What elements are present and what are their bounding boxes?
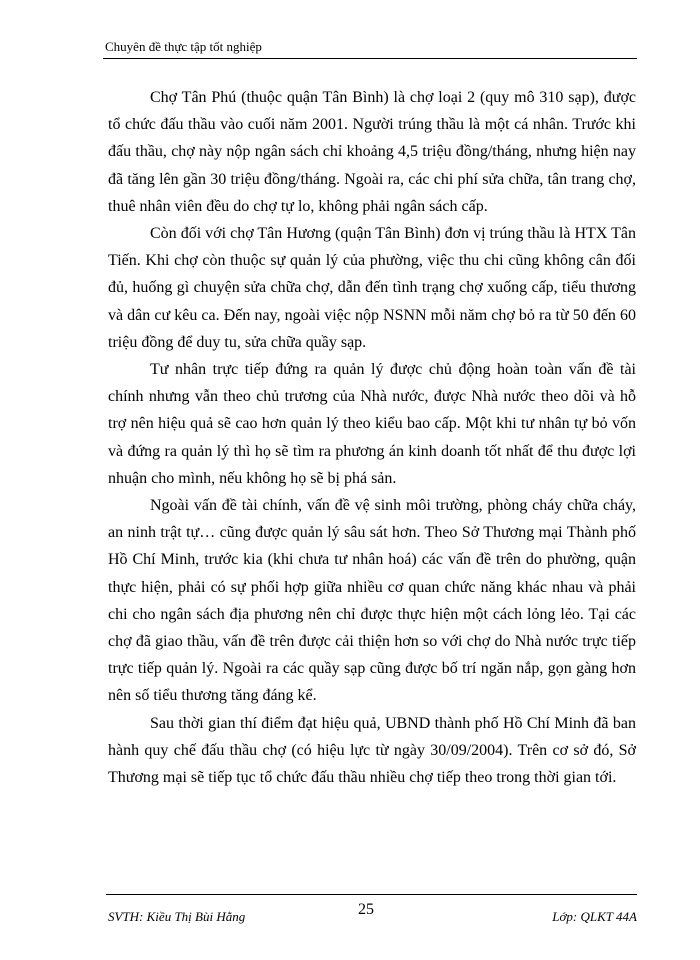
paragraph-hygiene-security: Ngoài vấn đề tài chính, vấn đề vệ sinh môi trường, phòng cháy chữa cháy, an ninh trật tự… cũng được quản lý sâu sát hơn. Theo Sở Thương mại Thành phố Hồ Chí Minh, trước kia (khi chưa tư nhân hoá) các vấn đề trên do phường, quận thực hiện, phải có sự phối hợp giữa nhiều cơ quan chức năng khác nhau và phải chi cho ngân sách địa phương nên chỉ được thực hiện một cách lỏng lẻo. Tại các chợ đã giao thầu, vấn đề trên được cải thiện hơn so với chợ do Nhà nước trực tiếp trực tiếp quản lý. Ngoài ra các quầy sạp cũng được bố trí ngăn nắp, gọn gàng hơn nên số tiểu thương tăng đáng kể. [108, 497, 636, 705]
page-number: 25 [358, 901, 374, 918]
paragraph-tan-huong-market: Còn đối với chợ Tân Hương (quận Tân Bình) đơn vị trúng thầu là HTX Tân Tiến. Khi chợ còn thuộc sự quản lý của phường, việc thu chi cũng không cân đối đủ, huống gì chuyện sửa chữa chợ, dẫn đến tình trạng chợ xuống cấp, tiểu thương và dân cư kêu ca. Đến nay, ngoài việc nộp NSNN mỗi năm chợ bỏ ra từ 50 đến 60 triệu đồng để duy tu, sửa chữa quầy sạp. [108, 225, 636, 351]
page-footer [106, 894, 637, 925]
paragraph-private-management: Tư nhân trực tiếp đứng ra quản lý được chủ động hoàn toàn vấn đề tài chính nhưng vẫn theo chủ trương của Nhà nước, được Nhà nước theo dõi và hỗ trợ nên hiệu quả sẽ cao hơn quản lý theo kiểu bao cấp. Một khi tư nhân tự bỏ vốn và đứng ra quản lý thì họ sẽ tìm ra phương án kinh doanh tốt nhất để thu được lợi nhuận cho mình, nếu không họ sẽ bị phá sản. [108, 361, 636, 487]
document-body [108, 84, 636, 791]
paragraph-bidding-regulation: Sau thời gian thí điểm đạt hiệu quả, UBND thành phố Hồ Chí Minh đã ban hành quy chế đấu thầu chợ (có hiệu lực từ ngày 30/09/2004). Trên cơ sở đó, Sở Thương mại sẽ tiếp tục tổ chức đấu thầu nhiều chợ tiếp theo trong thời gian tới. [108, 714, 636, 787]
header-title: Chuyên đề thực tập tốt nghiệp [105, 39, 262, 54]
footer-author: SVTH: Kiều Thị Bùi Hằng [108, 909, 246, 924]
page-header [103, 38, 637, 59]
paragraph-tan-phu-market: Chợ Tân Phú (thuộc quận Tân Bình) là chợ loại 2 (quy mô 310 sạp), được tổ chức đấu thầu vào cuối năm 2001. Người trúng thầu là một cá nhân. Trước khi đấu thầu, chợ này nộp ngân sách chỉ khoảng 4,5 triệu đồng/tháng, nhưng hiện nay đã tăng lên gần 30 triệu đồng/tháng. Ngoài ra, các chi phí sửa chữa, tân trang chợ, thuê nhân viên đều do chợ tự lo, không phải ngân sách cấp. [108, 89, 636, 215]
footer-class: Lớp: QLKT 44A [552, 909, 637, 924]
